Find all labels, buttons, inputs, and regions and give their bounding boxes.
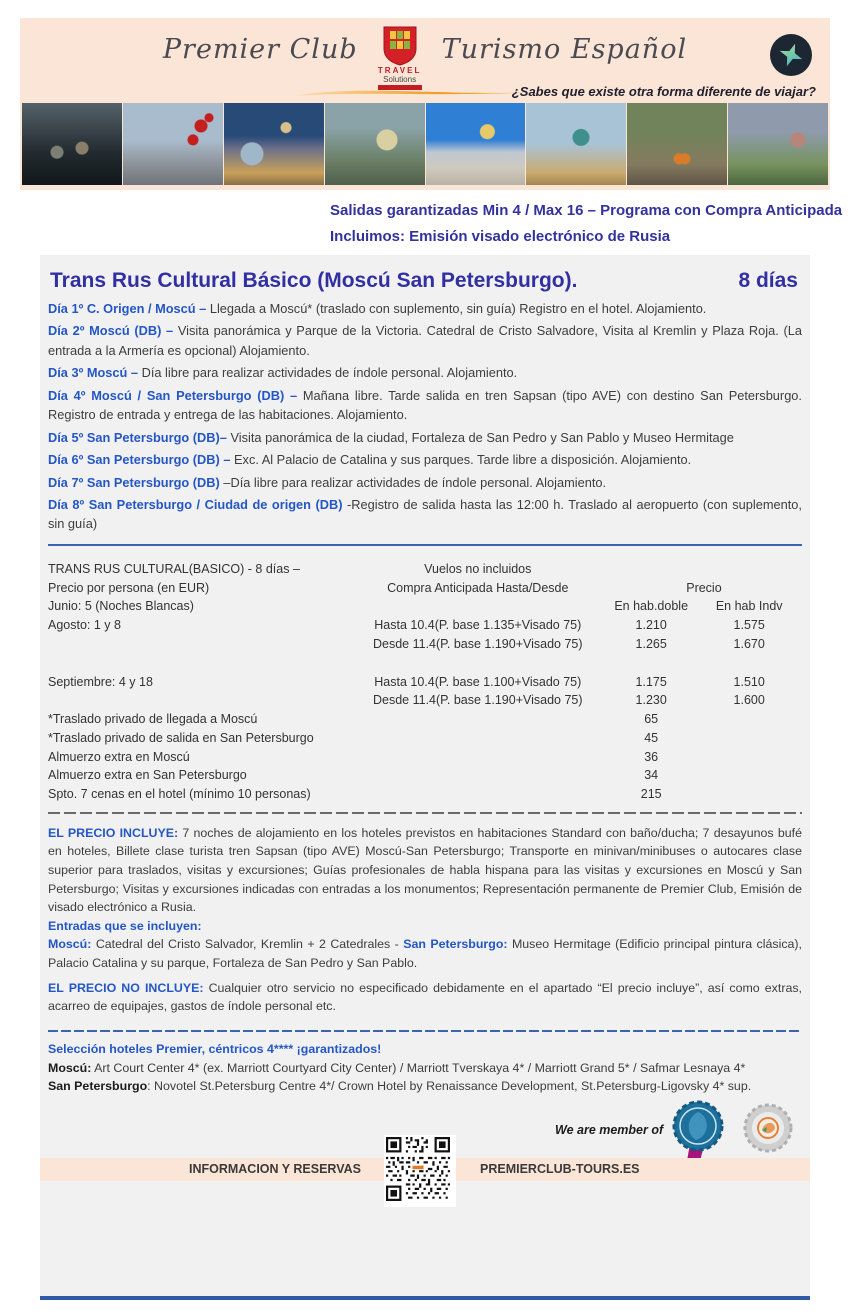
price-excludes-paragraph [48,979,802,1016]
itinerary-day-5 [48,428,802,447]
extra-value: 45 [644,730,659,745]
pricing-cell: 1.210 [635,618,667,633]
day-text: Exc. Al Palacio de Catalina y sus parques. Tarde libre a disposición. Alojamiento. [234,452,692,468]
pricing-cell: 1.230 [635,693,667,708]
hotels-spb-text: : Novotel St.Petersburg Centre 4*/ Crown Hotel by Renaissance Development, St.Petersburg-Ligovsky 4* sup. [147,1079,752,1094]
pricing-cell: Desde 11.4(P. base 1.190+Visado 75) [373,636,583,651]
section-divider [48,544,802,546]
pricing-cell [350,597,606,616]
pricing-extra-row [48,766,802,785]
pricing-cell: Hasta 10.4(P. base 1.135+Visado 75) [374,618,582,633]
website-link[interactable]: PREMIERCLUB-TOURS.ES [480,1162,640,1176]
price-includes-paragraph [48,824,802,917]
hotels-spb-label: San Petersburgo [48,1079,148,1094]
pricing-row [48,597,802,616]
pricing-cell [696,560,802,579]
pricing-cell: Hasta 10.4(P. base 1.100+Visado 75) [374,674,582,689]
itinerary-day-6 [48,450,802,469]
itinerary-day-2 [48,321,802,360]
photo-cathedral-aerial-crowd [325,103,425,185]
day-label: Día 1º C. Origen / Moscú – [48,301,207,316]
pricing-row [48,673,802,692]
pricing-cell: 1.510 [733,674,765,689]
hotels-heading-label: Selección hoteles Premier, céntricos 4**** ¡garantizados! [48,1041,382,1056]
pricing-cell [48,691,350,710]
pricing-cell: 1.575 [733,618,765,633]
entries-moscow-text: Catedral del Cristo Salvador, Kremlin + 2 Catedrales - [95,937,399,952]
hotels-moscow-label: Moscú: [48,1060,92,1075]
tour-duration: 8 días [738,269,798,292]
pricing-cell: Precio [686,580,722,595]
photo-fishermen-night [22,103,122,185]
extra-empty [696,785,802,804]
day-text: Visita panorámica de la ciudad, Fortaleza de San Pedro y San Pablo y Museo Hermitage [230,429,734,445]
day-label: Día 3º Moscú – [48,365,139,381]
content-panel [40,255,810,1300]
header-band [20,18,830,190]
pricing-row [48,560,802,579]
pricing-cell: Agosto: 1 y 8 [48,618,121,633]
pricing-extra-row [48,785,802,804]
star-pinwheel-icon [778,42,804,68]
pricing-cell: En hab.doble [614,599,689,614]
member-label: We are member of [555,1123,664,1137]
day-label: Día 7º San Petersburgo (DB) [48,474,220,490]
pricing-cell [606,560,696,579]
hotels-heading [48,1040,802,1059]
pricing-cell: Desde 11.4(P. base 1.190+Visado 75) [373,693,583,708]
entries-paragraph [48,935,802,972]
pricing-row [48,635,802,654]
pricing-table [48,560,802,804]
extra-label: Almuerzo extra en San Petersburgo [48,768,247,783]
extra-value: 65 [644,712,659,727]
extra-empty [350,729,606,748]
pricing-cell: Precio por persona (en EUR) [48,580,210,595]
photo-moscow-bridge-cathedral [426,103,526,185]
extra-label: *Traslado privado de llegada a Moscú [48,712,258,727]
extra-value: 215 [640,787,662,802]
hotels-spb-line [48,1077,802,1096]
day-text: –Día libre para realizar actividades de índole personal. Alojamiento. [223,474,607,490]
pricing-cell [48,635,350,654]
photo-china-city-wall-lanterns [123,103,223,185]
price-includes-label: EL PRECIO INCLUYE: [48,825,179,840]
extra-label: Almuerzo extra en Moscú [48,749,190,764]
photo-angkor-temple-monks [627,103,727,185]
guarantee-banner [330,198,842,251]
price-excludes-label: EL PRECIO NO INCLUYE: [48,980,204,995]
app-circle-icon[interactable] [770,34,812,76]
brand-turismo-espanol: Turismo Español [441,34,688,65]
day-text: Llegada a Moscú* (traslado con suplemento, sin guía) Registro en el hotel. Alojamiento. [209,301,707,316]
day-text: Mañana libre. Tarde salida en tren Sapsan (tipo AVE) con destino San Petersburgo. Registro de entrada y entrega de las habitaciones. Alojamiento. [48,387,802,423]
pricing-cell: 1.600 [733,693,765,708]
pricing-extra-row [48,710,802,729]
itinerary-day-4 [48,386,802,425]
dashed-divider [48,812,802,814]
logo-solutions-label: Solutions [383,74,417,84]
qr-pattern-icon [386,1137,450,1201]
pricing-cell: En hab Indv [715,599,783,614]
pricing-row [48,616,802,635]
itinerary-day-7 [48,473,802,492]
pricing-cell: Junio: 5 (Noches Blancas) [48,599,194,614]
day-label: Día 6º San Petersburgo (DB) – [48,452,231,468]
photo-georgia-mountain-church [728,103,828,185]
extra-value: 34 [644,768,659,783]
price-excludes-text: Cualquier otro servicio no especificado debidamente en el apartado “El precio incluye”, así como extras, acarreo de equipajes, gastos de índole personal etc. [48,980,802,1014]
pricing-cell: 1.175 [635,674,667,689]
pricing-extra-row [48,729,802,748]
price-includes-text: 7 noches de alojamiento en los hoteles previstos en habitaciones Standard con baño/ducha; 7 desayunos bufé en hoteles, Billete clase turista tren Sapsan (tipo AVE) Moscú-San Petersburgo; Transporte en minivan/minibuses o autocares clase superior para traslados, visitas y excursiones; Guías profesionales de habla hispana para las visitas y excursiones en Moscú y San Petersburgo; Visitas y excursiones indicadas con entradas a los monumentos; Representación permanente de Premier Club, Emisión de visado electrónico a Rusia. [48,825,802,915]
brand-row [20,18,830,84]
day-label: Día 4º Moscú / San Petersburgo (DB) – [48,387,298,403]
day-text: Visita panorámica y Parque de la Victoria. Catedral de Cristo Salvadore, Visita al Kremlin y Plaza Roja. (La entrada a la Armería es opcional) Alojamiento. [48,323,802,358]
pricing-row [48,579,802,598]
extra-label: *Traslado privado de salida en San Petersburgo [48,730,314,745]
photo-strip [22,103,828,185]
extra-empty [696,710,802,729]
pricing-cell: TRANS RUS CULTURAL(BASICO) - 8 días – [48,561,300,576]
extra-empty [696,766,802,785]
blue-dashed-divider [48,1030,802,1032]
silver-seal-badge-icon [740,1100,796,1160]
pricing-row [48,691,802,710]
day-label: Día 2º Moscú (DB) – [48,323,174,339]
title-row [48,255,802,299]
day-text: -Registro de salida hasta las 12:00 h. Traslado al aeropuerto (con suplemento, sin guía) [48,496,802,532]
info-reservas-label: INFORMACION Y RESERVAS [188,1162,362,1176]
entries-label: Entradas que se incluyen: [48,918,202,933]
qr-code [384,1135,456,1207]
entries-heading [48,917,802,936]
day-label: Día 8º San Petersburgo / Ciudad de origen (DB) [48,496,343,512]
hotels-moscow-text: Art Court Center 4* (ex. Marriott Courtyard City Center) / Marriott Tverskaya 4* / Marriott Grand 5* / Safmar Lesnaya 4* [94,1060,746,1075]
entries-spb-text: Museo Hermitage (Edificio principal pintura clásica), Palacio Catalina y su parque, Fortaleza de San Pedro y San Pablo. [48,937,802,971]
photo-bukhara-skyline [526,103,626,185]
logo-travel-label: TRAVEL [377,66,422,75]
extra-empty [696,748,802,767]
extra-empty [696,729,802,748]
shield-logo-icon [382,26,418,66]
day-label: Día 5º San Petersburgo (DB)– [48,429,227,445]
pricing-cell: 1.265 [635,636,667,651]
itinerary-day-1 [48,299,802,318]
pricing-cell: Septiembre: 4 y 18 [48,674,153,689]
pricing-spacer-row [48,654,802,673]
pricing-extra-row [48,748,802,767]
extra-label: Spto. 7 cenas en el hotel (mínimo 10 personas) [48,787,311,802]
extra-empty [350,766,606,785]
extra-value: 36 [644,749,659,764]
page-title: Trans Rus Cultural Básico (Moscú San Petersburgo). [50,269,578,292]
hotels-moscow-line [48,1059,802,1078]
pricing-cell: Compra Anticipada Hasta/Desde [387,580,569,595]
header-tagline: ¿Sabes que existe otra forma diferente de viajar? [511,84,816,99]
entries-moscow-label: Moscú: [48,937,92,952]
pricing-cell: Vuelos no incluidos [424,561,532,576]
photo-baku-old-city-dusk [224,103,324,185]
banner-line-2: Incluimos: Emisión visado electrónico de Rusia [330,228,671,246]
banner-line-1: Salidas garantizadas Min 4 / Max 16 – Programa con Compra Anticipada [330,202,843,219]
entries-spb-label: San Petersburgo: [403,937,508,952]
brand-premier-club: Premier Club [162,34,358,65]
itinerary-day-3 [48,363,802,382]
extra-empty [350,748,606,767]
pricing-cell: 1.670 [733,636,765,651]
extra-empty [350,710,606,729]
itinerary-day-8 [48,495,802,534]
day-text: Día libre para realizar actividades de índole personal. Alojamiento. [141,365,518,381]
extra-empty [350,785,606,804]
